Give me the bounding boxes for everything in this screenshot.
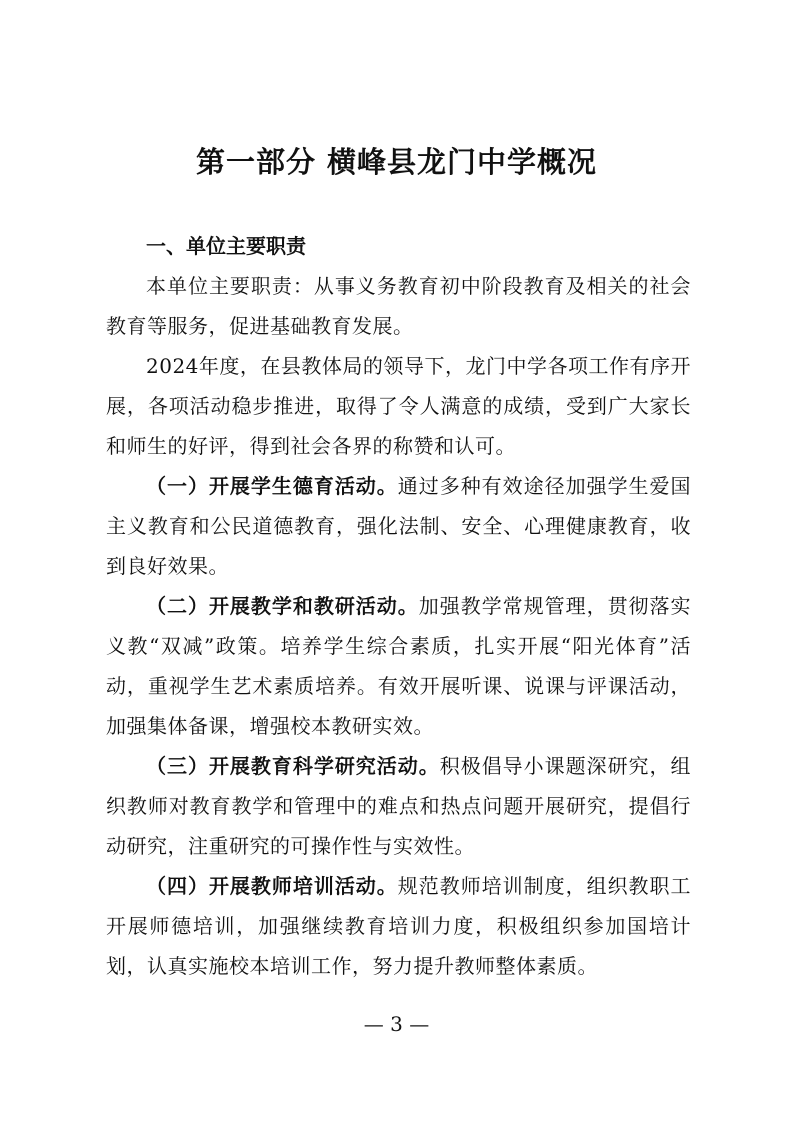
paragraph-text: 加强教学常规管理，贯彻落实义教“双减”政策。培养学生综合素质，扎实开展“阳光体育”活动，重视学生艺术素质培养。有效开展听课、说课与评课活动，加强集体备课，增强校本教研实效。 [106, 594, 692, 738]
paragraph-teacher-training [106, 866, 691, 986]
paragraph-science-research [106, 746, 691, 866]
paragraph-lead: （三）开展教育科学研究活动。 [146, 754, 440, 778]
paragraph-duties [106, 266, 691, 346]
paragraph-teaching-research [106, 586, 691, 746]
section-heading: 一、单位主要职责 [146, 234, 306, 258]
document-body [106, 226, 691, 986]
page-title: 第一部分 横峰县龙门中学概况 [195, 145, 598, 179]
paragraph-lead: （一）开展学生德育活动。 [146, 474, 398, 498]
paragraph-text: 规范教师培训制度，组织教职工开展师德培训，加强继续教育培训力度，积极组织参加国培计划，认真实施校本培训工作，努力提升教师整体素质。 [106, 874, 692, 978]
paragraph-text: 2024年度，在县教体局的领导下，龙门中学各项工作有序开展，各项活动稳步推进，取得了令人满意的成绩，受到广大家长和师生的好评，得到社会各界的称赞和认可。 [106, 354, 691, 458]
page-number: — 3 — [363, 1012, 430, 1036]
paragraph-lead: （二）开展教学和教研活动。 [146, 594, 419, 618]
paragraph-annual-summary [106, 346, 691, 466]
paragraph-text: 积极倡导小课题深研究，组织教师对教育教学和管理中的难点和热点问题开展研究，提倡行动研究，注重研究的可操作性与实效性。 [106, 754, 692, 858]
paragraph-moral-education [106, 466, 691, 586]
paragraph-lead: （四）开展教师培训活动。 [146, 874, 398, 898]
paragraph-text: 通过多种有效途径加强学生爱国主义教育和公民道德教育，强化法制、安全、心理健康教育，收到良好效果。 [106, 474, 692, 578]
paragraph-text: 本单位主要职责：从事义务教育初中阶段教育及相关的社会教育等服务，促进基础教育发展。 [106, 274, 691, 338]
